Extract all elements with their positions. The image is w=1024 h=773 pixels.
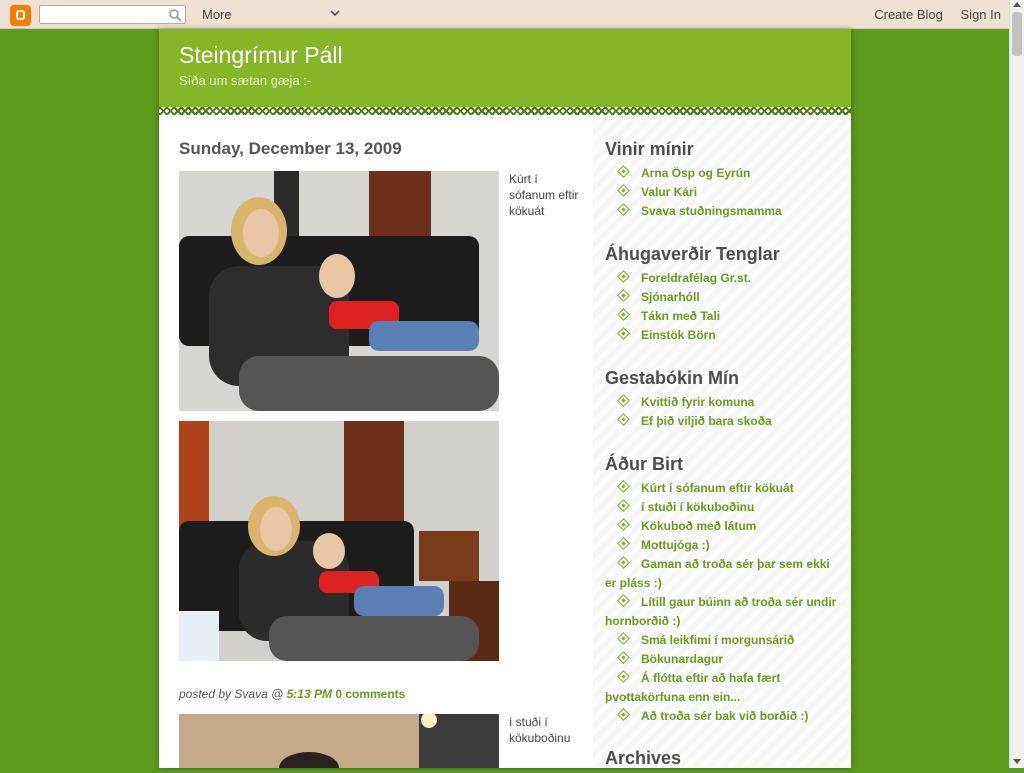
blogger-logo-icon[interactable] (10, 5, 31, 26)
sidebar-friends (605, 139, 837, 221)
sidebar-link[interactable]: Valur Kári (605, 183, 837, 202)
diamond-bullet-icon (617, 270, 630, 283)
post-date: Sunday, December 13, 2009 (179, 139, 402, 158)
blogger-navbar (0, 0, 1009, 29)
section-title: Gestabókin Mín (605, 368, 740, 388)
sidebar (593, 115, 851, 768)
search-input[interactable] (39, 5, 186, 24)
main-column (179, 139, 584, 671)
sidebar-link[interactable]: í stuði í kökuboðinu (605, 498, 837, 517)
diamond-bullet-icon (617, 203, 630, 216)
post-photo[interactable] (179, 714, 499, 768)
sidebar-link[interactable]: Lítill gaur búinn að troða sér undir hornborðið :) (605, 595, 837, 628)
comments-link[interactable]: 0 comments (335, 687, 406, 701)
sidebar-link[interactable]: Arna Ösp og Eyrún (605, 164, 837, 183)
photo-caption: Kúrt í sófanum eftir kökuát (509, 172, 579, 218)
post-footer (179, 687, 405, 701)
sidebar-link[interactable]: Sjónarhóll (605, 288, 837, 307)
sidebar-link[interactable]: Gaman að troða sér þar sem ekki er pláss :) (605, 557, 830, 590)
section-title: Archives (605, 748, 682, 768)
header-divider (159, 107, 851, 115)
post-author: Svava (234, 687, 268, 701)
more-menu[interactable]: More (202, 7, 232, 22)
sidebar-link[interactable]: Bökunardagur (605, 650, 837, 669)
section-title: Áhugaverðir Tenglar (605, 244, 780, 264)
scroll-up-icon[interactable] (1013, 2, 1021, 7)
diamond-bullet-icon (617, 289, 630, 302)
search-icon[interactable] (168, 8, 182, 22)
create-blog-link[interactable]: Create Blog (874, 7, 943, 22)
diamond-bullet-icon (617, 708, 630, 721)
post-photo-row (179, 421, 584, 671)
post-permalink[interactable]: 5:13 PM (286, 687, 332, 701)
post-photo[interactable] (179, 421, 499, 661)
section-title: Áður Birt (605, 454, 683, 474)
diamond-bullet-icon (617, 594, 630, 607)
section-title: Vinir mínir (605, 139, 694, 159)
sidebar-link[interactable]: Að troða sér bak við borðið :) (605, 707, 837, 726)
diamond-bullet-icon (617, 670, 630, 683)
sidebar-archives (605, 748, 837, 773)
diamond-bullet-icon (617, 184, 630, 197)
chevron-down-icon[interactable] (329, 8, 341, 18)
blog-title[interactable]: Steingrímur Páll (179, 42, 343, 68)
diamond-bullet-icon (617, 165, 630, 178)
post-photo[interactable] (179, 171, 499, 411)
sidebar-link[interactable]: Tákn með Tali (605, 307, 837, 326)
vertical-scrollbar[interactable] (1009, 0, 1024, 768)
post-photo-row (179, 171, 584, 421)
blog-header (159, 29, 851, 109)
sidebar-link[interactable]: Kökuboð með látum (605, 517, 837, 536)
diamond-bullet-icon (617, 632, 630, 645)
sidebar-link[interactable]: Einstök Börn (605, 326, 837, 345)
blog-description: Síða um sætan gæja :- (179, 73, 312, 88)
sidebar-guestbook (605, 368, 837, 431)
diamond-bullet-icon (617, 651, 630, 664)
sidebar-links (605, 244, 837, 345)
sidebar-link[interactable]: Kvittið fyrir komuna (605, 393, 837, 412)
posted-by-label: posted by (179, 687, 232, 701)
diamond-bullet-icon (617, 413, 630, 426)
sidebar-previous-posts (605, 454, 837, 726)
diamond-bullet-icon (617, 499, 630, 512)
sign-in-link[interactable]: Sign In (960, 7, 1001, 22)
sidebar-link[interactable]: Kúrt í sófanum eftir kökuát (605, 479, 837, 498)
diamond-bullet-icon (617, 480, 630, 493)
sidebar-link[interactable]: Smá leikfimi í morgunsárið (605, 631, 837, 650)
diamond-bullet-icon (617, 537, 630, 550)
sidebar-link[interactable]: Mottujóga :) (605, 536, 837, 555)
scroll-thumb[interactable] (1012, 12, 1022, 56)
blog-container (159, 29, 851, 768)
scroll-down-icon[interactable] (1013, 759, 1021, 764)
sidebar-link[interactable]: Svava stuðningsmamma (605, 202, 837, 221)
sidebar-link[interactable]: Foreldrafélag Gr.st. (605, 269, 837, 288)
diamond-bullet-icon (617, 556, 630, 569)
diamond-bullet-icon (617, 518, 630, 531)
sidebar-link[interactable]: Á flótta eftir að hafa fært þvottakörfuna enn ein... (605, 671, 781, 704)
sidebar-link[interactable]: Ef þið viljið bara skoða (605, 412, 837, 431)
diamond-bullet-icon (617, 308, 630, 321)
diamond-bullet-icon (617, 394, 630, 407)
at-symbol: @ (271, 687, 284, 701)
diamond-bullet-icon (617, 327, 630, 340)
photo-caption: í stuði í kökuboðinu (509, 715, 571, 745)
